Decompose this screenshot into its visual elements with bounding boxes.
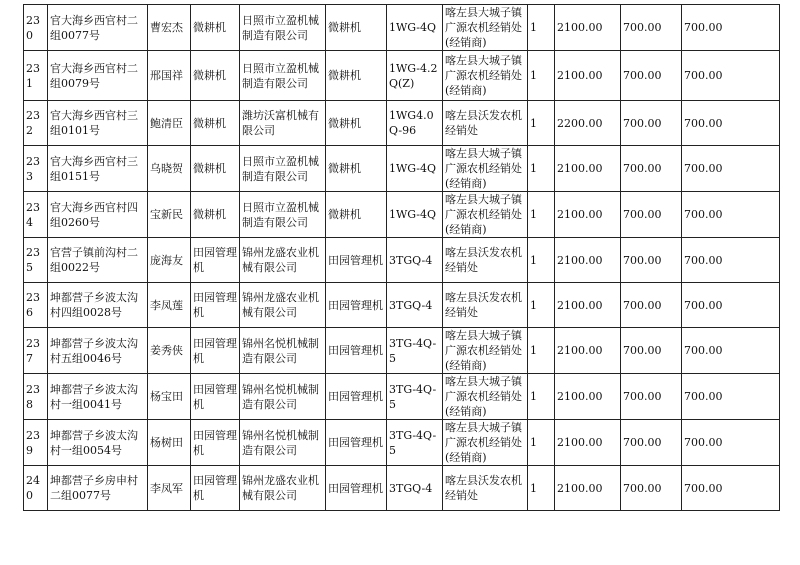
price-cell: 2100.00 (555, 146, 621, 192)
model-cell: 3TG-4Q-5 (387, 328, 443, 374)
row-number-cell: 233 (24, 146, 48, 192)
model-cell: 1WG-4Q (387, 192, 443, 238)
subsidy-cell: 700.00 (621, 51, 682, 101)
manufacturer-cell: 锦州名悦机械制造有限公司 (240, 420, 326, 466)
address-cell: 官大海乡西官村三组0101号 (48, 101, 148, 146)
table-row (24, 420, 780, 466)
category-cell: 微耕机 (191, 192, 240, 238)
name-cell: 乌晓贺 (148, 146, 191, 192)
address-cell: 官大海乡西官村二组0079号 (48, 51, 148, 101)
item-name-cell: 微耕机 (326, 51, 387, 101)
row-number-cell: 235 (24, 238, 48, 283)
amount-cell: 700.00 (682, 238, 780, 283)
quantity-cell: 1 (528, 192, 555, 238)
subsidy-cell: 700.00 (621, 146, 682, 192)
manufacturer-cell: 日照市立盈机械制造有限公司 (240, 192, 326, 238)
item-name-cell: 微耕机 (326, 101, 387, 146)
name-cell: 庞海友 (148, 238, 191, 283)
category-cell: 田园管理机 (191, 328, 240, 374)
model-cell: 1WG4.0Q-96 (387, 101, 443, 146)
name-cell: 杨树田 (148, 420, 191, 466)
table-row (24, 466, 780, 511)
dealer-cell: 喀左县大城子镇广源农机经销处(经销商) (443, 51, 528, 101)
item-name-cell: 微耕机 (326, 5, 387, 51)
price-cell: 2100.00 (555, 466, 621, 511)
category-cell: 微耕机 (191, 51, 240, 101)
subsidy-cell: 700.00 (621, 192, 682, 238)
model-cell: 3TGQ-4 (387, 238, 443, 283)
quantity-cell: 1 (528, 283, 555, 328)
name-cell: 李凤军 (148, 466, 191, 511)
dealer-cell: 喀左县大城子镇广源农机经销处(经销商) (443, 328, 528, 374)
dealer-cell: 喀左县沃发农机经销处 (443, 101, 528, 146)
category-cell: 微耕机 (191, 101, 240, 146)
dealer-cell: 喀左县大城子镇广源农机经销处(经销商) (443, 146, 528, 192)
table-row (24, 51, 780, 101)
subsidy-cell: 700.00 (621, 101, 682, 146)
manufacturer-cell: 锦州龙盛农业机械有限公司 (240, 238, 326, 283)
table-row (24, 5, 780, 51)
subsidy-cell: 700.00 (621, 283, 682, 328)
manufacturer-cell: 日照市立盈机械制造有限公司 (240, 5, 326, 51)
amount-cell: 700.00 (682, 283, 780, 328)
name-cell: 杨宝田 (148, 374, 191, 420)
dealer-cell: 喀左县沃发农机经销处 (443, 238, 528, 283)
amount-cell: 700.00 (682, 192, 780, 238)
dealer-cell: 喀左县大城子镇广源农机经销处(经销商) (443, 5, 528, 51)
table-row (24, 374, 780, 420)
manufacturer-cell: 潍坊沃富机械有限公司 (240, 101, 326, 146)
table-row (24, 283, 780, 328)
item-name-cell: 田园管理机 (326, 466, 387, 511)
model-cell: 1WG-4Q (387, 146, 443, 192)
row-number-cell: 236 (24, 283, 48, 328)
model-cell: 3TGQ-4 (387, 466, 443, 511)
price-cell: 2100.00 (555, 192, 621, 238)
category-cell: 田园管理机 (191, 466, 240, 511)
table-row (24, 101, 780, 146)
dealer-cell: 喀左县大城子镇广源农机经销处(经销商) (443, 374, 528, 420)
price-cell: 2100.00 (555, 51, 621, 101)
item-name-cell: 田园管理机 (326, 238, 387, 283)
name-cell: 宝新民 (148, 192, 191, 238)
table-row (24, 192, 780, 238)
subsidy-cell: 700.00 (621, 238, 682, 283)
item-name-cell: 田园管理机 (326, 283, 387, 328)
row-number-cell: 231 (24, 51, 48, 101)
quantity-cell: 1 (528, 374, 555, 420)
name-cell: 邢国祥 (148, 51, 191, 101)
subsidy-cell: 700.00 (621, 374, 682, 420)
amount-cell: 700.00 (682, 101, 780, 146)
category-cell: 田园管理机 (191, 283, 240, 328)
amount-cell: 700.00 (682, 51, 780, 101)
quantity-cell: 1 (528, 466, 555, 511)
category-cell: 微耕机 (191, 5, 240, 51)
address-cell: 官大海乡西官村四组0260号 (48, 192, 148, 238)
manufacturer-cell: 锦州龙盛农业机械有限公司 (240, 283, 326, 328)
model-cell: 1WG-4.2Q(Z) (387, 51, 443, 101)
price-cell: 2100.00 (555, 238, 621, 283)
model-cell: 3TGQ-4 (387, 283, 443, 328)
price-cell: 2100.00 (555, 328, 621, 374)
subsidy-cell: 700.00 (621, 328, 682, 374)
dealer-cell: 喀左县沃发农机经销处 (443, 466, 528, 511)
item-name-cell: 田园管理机 (326, 420, 387, 466)
row-number-cell: 230 (24, 5, 48, 51)
row-number-cell: 240 (24, 466, 48, 511)
dealer-cell: 喀左县大城子镇广源农机经销处(经销商) (443, 420, 528, 466)
name-cell: 李凤莲 (148, 283, 191, 328)
manufacturer-cell: 日照市立盈机械制造有限公司 (240, 51, 326, 101)
manufacturer-cell: 日照市立盈机械制造有限公司 (240, 146, 326, 192)
amount-cell: 700.00 (682, 328, 780, 374)
model-cell: 3TG-4Q-5 (387, 374, 443, 420)
address-cell: 坤都营子乡波太沟村一组0054号 (48, 420, 148, 466)
name-cell: 姜秀侠 (148, 328, 191, 374)
table-row (24, 146, 780, 192)
address-cell: 坤都营子乡波太沟村四组0028号 (48, 283, 148, 328)
quantity-cell: 1 (528, 146, 555, 192)
address-cell: 官大海乡西官村三组0151号 (48, 146, 148, 192)
row-number-cell: 234 (24, 192, 48, 238)
price-cell: 2100.00 (555, 5, 621, 51)
address-cell: 官营子镇前沟村二组0022号 (48, 238, 148, 283)
amount-cell: 700.00 (682, 5, 780, 51)
table-row (24, 238, 780, 283)
amount-cell: 700.00 (682, 146, 780, 192)
item-name-cell: 田园管理机 (326, 328, 387, 374)
dealer-cell: 喀左县沃发农机经销处 (443, 283, 528, 328)
address-cell: 坤都营子乡房申村二组0077号 (48, 466, 148, 511)
table-row (24, 328, 780, 374)
row-number-cell: 232 (24, 101, 48, 146)
address-cell: 坤都营子乡波太沟村一组0041号 (48, 374, 148, 420)
subsidy-cell: 700.00 (621, 466, 682, 511)
item-name-cell: 田园管理机 (326, 374, 387, 420)
amount-cell: 700.00 (682, 466, 780, 511)
subsidy-cell: 700.00 (621, 5, 682, 51)
row-number-cell: 239 (24, 420, 48, 466)
row-number-cell: 237 (24, 328, 48, 374)
address-cell: 坤都营子乡波太沟村五组0046号 (48, 328, 148, 374)
category-cell: 田园管理机 (191, 420, 240, 466)
address-cell: 官大海乡西官村二组0077号 (48, 5, 148, 51)
name-cell: 鲍清臣 (148, 101, 191, 146)
quantity-cell: 1 (528, 5, 555, 51)
quantity-cell: 1 (528, 101, 555, 146)
subsidy-table (23, 4, 780, 511)
category-cell: 微耕机 (191, 146, 240, 192)
price-cell: 2100.00 (555, 420, 621, 466)
price-cell: 2100.00 (555, 374, 621, 420)
amount-cell: 700.00 (682, 420, 780, 466)
row-number-cell: 238 (24, 374, 48, 420)
name-cell: 曹宏杰 (148, 5, 191, 51)
quantity-cell: 1 (528, 51, 555, 101)
quantity-cell: 1 (528, 238, 555, 283)
item-name-cell: 微耕机 (326, 146, 387, 192)
quantity-cell: 1 (528, 328, 555, 374)
category-cell: 田园管理机 (191, 238, 240, 283)
price-cell: 2200.00 (555, 101, 621, 146)
manufacturer-cell: 锦州龙盛农业机械有限公司 (240, 466, 326, 511)
subsidy-cell: 700.00 (621, 420, 682, 466)
model-cell: 1WG-4Q (387, 5, 443, 51)
quantity-cell: 1 (528, 420, 555, 466)
category-cell: 田园管理机 (191, 374, 240, 420)
item-name-cell: 微耕机 (326, 192, 387, 238)
dealer-cell: 喀左县大城子镇广源农机经销处(经销商) (443, 192, 528, 238)
amount-cell: 700.00 (682, 374, 780, 420)
price-cell: 2100.00 (555, 283, 621, 328)
manufacturer-cell: 锦州名悦机械制造有限公司 (240, 374, 326, 420)
manufacturer-cell: 锦州名悦机械制造有限公司 (240, 328, 326, 374)
model-cell: 3TG-4Q-5 (387, 420, 443, 466)
